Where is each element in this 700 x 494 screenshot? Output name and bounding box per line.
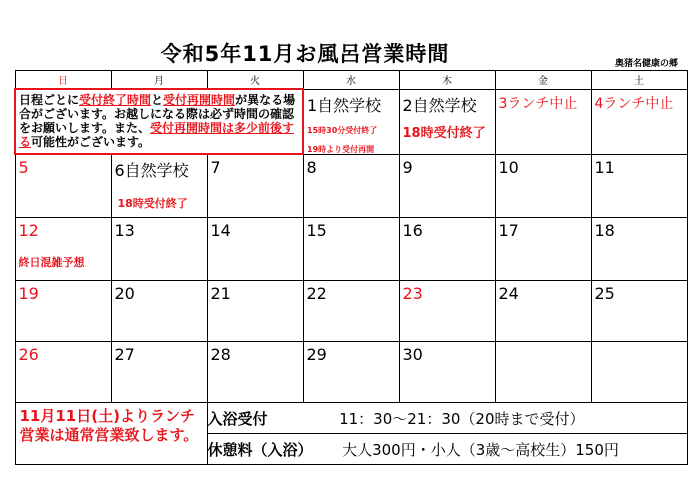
weekday-sat: 土 [591, 71, 687, 90]
weekday-fri: 金 [495, 71, 591, 90]
day-cell-26 [15, 342, 111, 403]
day-cell-25 [591, 281, 687, 342]
day-cell-21 [207, 281, 303, 342]
day-cell-29 [303, 342, 399, 403]
day-12-note: 終日混雑予想 [18, 256, 85, 269]
day-26: 26 [18, 345, 39, 364]
calendar-week-1 [15, 89, 687, 154]
weekday-wed: 水 [303, 71, 399, 90]
day-cell-10 [495, 154, 591, 218]
footer-row-1 [15, 403, 687, 434]
notice-box [15, 89, 303, 154]
lunch-notice-cell [15, 403, 207, 465]
day-1: 1自然学校 [307, 95, 382, 115]
day-cell-20 [111, 281, 207, 342]
day-17: 17 [498, 221, 519, 240]
page-title: 令和5年11月お風呂営業時間 [160, 42, 450, 66]
day-cell-11 [591, 154, 687, 218]
bath-hours-value: 11：30～21：30（20時まで受付） [339, 409, 585, 428]
day-1-note-2: 19時より受付再開 [307, 144, 375, 154]
calendar-week-3 [15, 218, 687, 281]
day-cell-12 [15, 218, 111, 281]
day-24: 24 [498, 284, 519, 303]
calendar-week-2 [15, 154, 687, 218]
day-7: 7 [210, 158, 221, 177]
calendar-week-4 [15, 281, 687, 342]
day-10: 10 [498, 157, 519, 177]
day-25: 25 [594, 284, 615, 303]
day-23: 23 [402, 284, 423, 303]
day-22: 22 [306, 284, 327, 303]
day-12: 12 [18, 221, 39, 240]
day-15: 15 [306, 221, 327, 240]
day-3: 3ランチ中止 [498, 95, 578, 112]
fee-label: 休憩料（入浴） [207, 440, 313, 459]
day-5: 5 [18, 158, 29, 177]
day-cell-8 [303, 154, 399, 218]
day-cell-28 [207, 342, 303, 403]
day-21: 21 [210, 284, 231, 303]
bath-hours-cell [207, 403, 687, 434]
day-cell-6 [111, 154, 207, 218]
day-14: 14 [210, 221, 231, 240]
calendar-week-5 [15, 342, 687, 403]
day-1-note-1: 15時30分受付終了 [307, 125, 378, 135]
day-27: 27 [114, 345, 135, 364]
weekday-thu: 木 [399, 71, 495, 90]
day-8: 8 [306, 157, 317, 177]
day-19: 19 [18, 284, 39, 303]
day-cell-17 [495, 218, 591, 281]
day-cell-5 [15, 154, 111, 218]
day-28: 28 [210, 345, 231, 364]
weekday-header-row [15, 71, 687, 90]
day-18: 18 [594, 221, 615, 240]
day-cell-1 [303, 89, 399, 154]
day-11: 11 [594, 157, 615, 177]
day-29: 29 [306, 345, 327, 364]
day-30: 30 [402, 345, 423, 364]
day-13: 13 [114, 221, 135, 240]
day-cell-27 [111, 342, 207, 403]
day-16: 16 [402, 221, 423, 240]
day-cell-9 [399, 154, 495, 218]
day-cell-empty-1 [495, 342, 591, 403]
day-cell-3 [495, 89, 591, 154]
day-6-note: 18時受付終了 [117, 197, 188, 210]
fee-cell [207, 434, 687, 465]
facility-name: 奥猪名健康の郷 [614, 59, 678, 69]
weekday-mon: 月 [111, 71, 207, 90]
day-cell-18 [591, 218, 687, 281]
day-cell-30 [399, 342, 495, 403]
bath-hours-label: 入浴受付 [207, 409, 268, 428]
notice-text: 日程ごとに受付終了時間と受付再開時間が異なる場合がございます。お越しになる際は必ず時間の確認をお願いします。また、受付再開時間は多少前後する可能性がございます。 [19, 93, 296, 149]
day-20: 20 [114, 284, 135, 303]
day-cell-22 [303, 281, 399, 342]
day-cell-empty-2 [591, 342, 687, 403]
calendar-table [14, 70, 688, 465]
day-2: 2自然学校 [402, 95, 477, 115]
lunch-notice: 11月11日(土)よりランチ営業は通常営業致します。 [19, 407, 199, 444]
day-cell-16 [399, 218, 495, 281]
day-2-note: 18時受付終了 [402, 125, 486, 141]
weekday-tue: 火 [207, 71, 303, 90]
day-cell-24 [495, 281, 591, 342]
day-cell-7 [207, 154, 303, 218]
day-9: 9 [402, 157, 413, 177]
day-cell-13 [111, 218, 207, 281]
day-4: 4ランチ中止 [594, 95, 674, 112]
weekday-sun: 日 [15, 71, 111, 90]
day-cell-19 [15, 281, 111, 342]
day-cell-23 [399, 281, 495, 342]
day-cell-4 [591, 89, 687, 154]
day-cell-2 [399, 89, 495, 154]
day-6: 6自然学校 [114, 161, 189, 180]
day-cell-14 [207, 218, 303, 281]
fee-value: 大人300円・小人（3歳～高校生）150円 [342, 440, 619, 459]
day-cell-15 [303, 218, 399, 281]
